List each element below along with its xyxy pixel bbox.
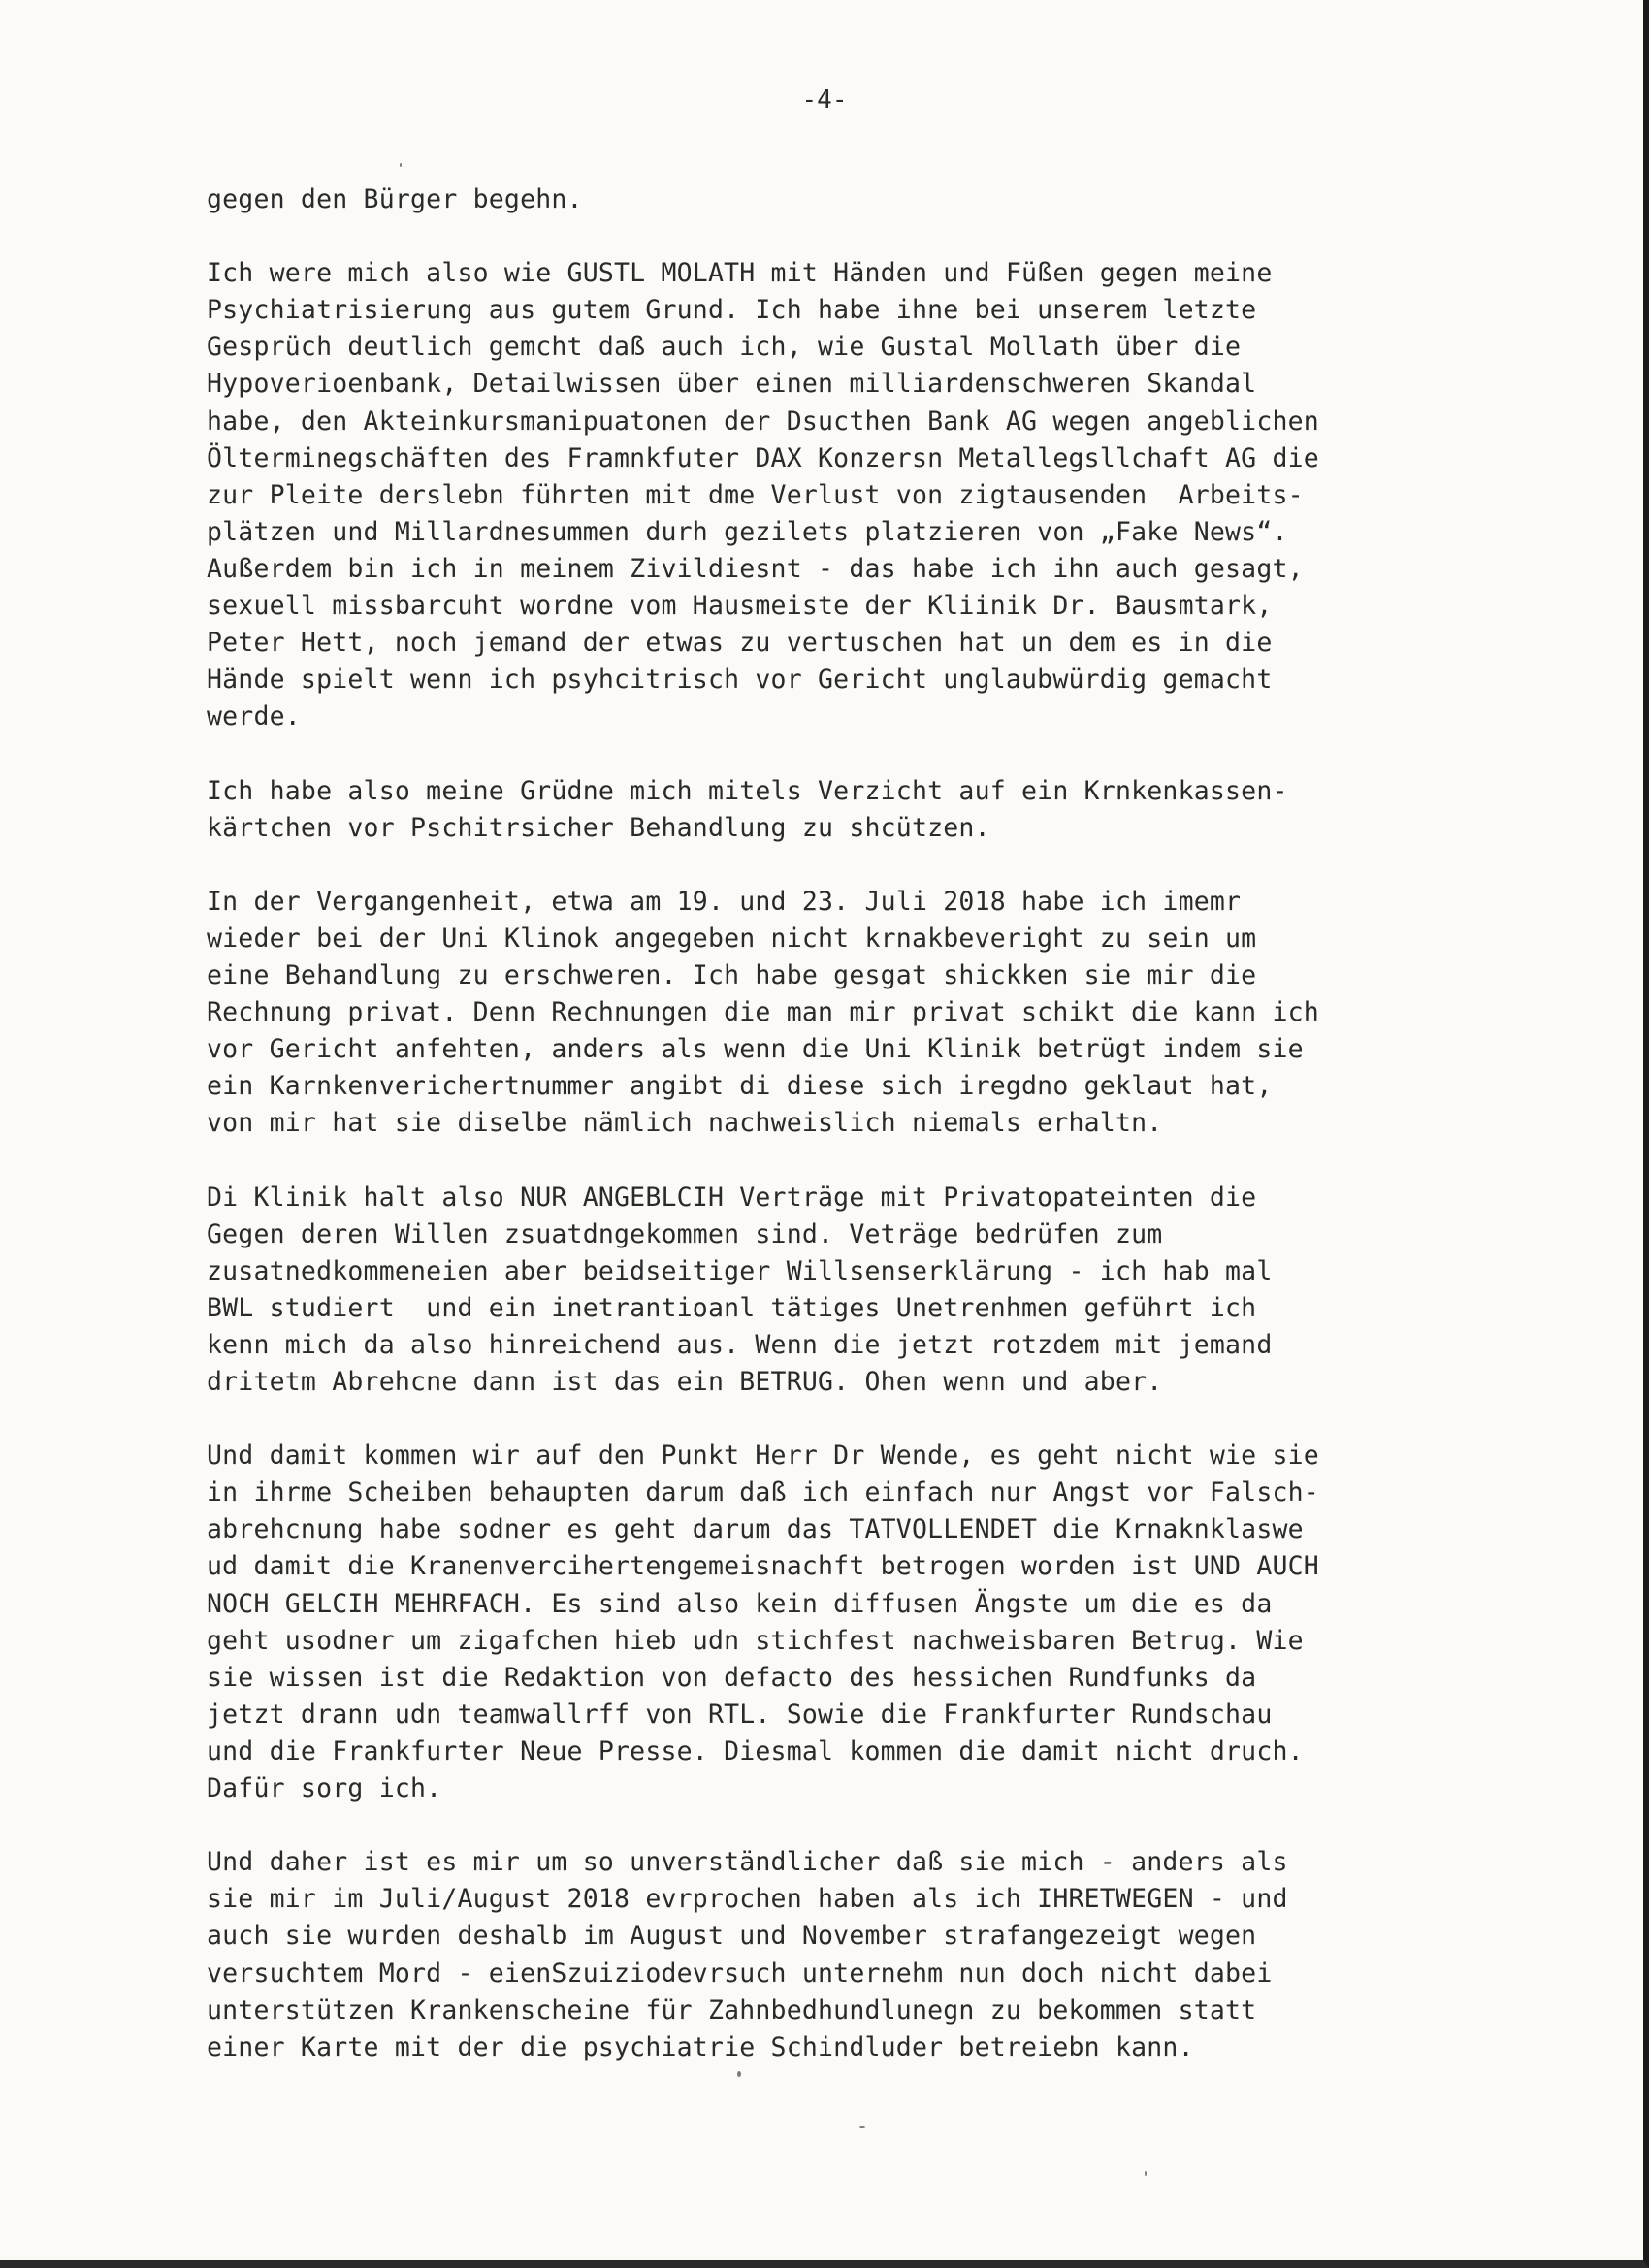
paragraph-4 [207, 884, 1439, 1143]
text-line: auch sie wurden deshalb im August und November strafangezeigt wegen [207, 1921, 1257, 1952]
text-line: vor Gericht anfehten, anders als wenn die Uni Klinik betrügt indem sie [207, 1034, 1304, 1065]
scan-speck [737, 2071, 741, 2077]
scan-speck [859, 2126, 865, 2128]
text-line: sie wissen ist die Redaktion von defacto des hessichen Rundfunks da [207, 1662, 1257, 1693]
text-line: jetzt drann udn teamwallrff von RTL. Sowie die Frankfurter Rundschau [207, 1699, 1273, 1730]
text-line: Rechnung privat. Denn Rechnungen die man mir privat schikt die kann ich [207, 997, 1319, 1028]
text-line: Psychiatrisierung aus gutem Grund. Ich habe ihne bei unserem letzte [207, 295, 1257, 326]
text-line: Und damit kommen wir auf den Punkt Herr Dr Wende, es geht nicht wie sie [207, 1441, 1319, 1472]
text-line: Hände spielt wenn ich psyhcitrisch vor Gericht unglaubwürdig gemacht [207, 664, 1273, 696]
text-line: von mir hat sie diselbe nämlich nachweislich niemals erhaltn. [207, 1108, 1163, 1139]
text-line: werde. [207, 701, 301, 732]
paragraph-6 [207, 1438, 1439, 1807]
text-line: gegen den Bürger begehn. [207, 184, 583, 214]
page-number: -4- [801, 85, 848, 114]
text-line: zusatnedkommeneien aber beidseitiger Willsenserklärung - ich hab mal [207, 1255, 1273, 1286]
text-line: In der Vergangenheit, etwa am 19. und 23. Juli 2018 habe ich imemr [207, 886, 1242, 917]
text-line: in ihrme Scheiben behaupten darum daß ich einfach nur Angst vor Falsch- [207, 1477, 1319, 1508]
text-line: Peter Hett, noch jemand der etwas zu vertuschen hat un dem es in die [207, 628, 1273, 659]
text-line: Ölterminegschäften des Framnkfuter DAX Konzersn Metallegsllchaft AG die [207, 442, 1319, 473]
text-line: abrehcnung habe sodner es geht darum das TATVOLLENDET die Krnaknklaswe [207, 1514, 1304, 1545]
text-line: Ich were mich also wie GUSTL MOLATH mit Händen und Füßen gegen meine [207, 258, 1273, 289]
paragraph-1 [207, 181, 1439, 218]
text-line: ud damit die Kranenvercihertengemeisnachft betrogen worden ist UND AUCH [207, 1551, 1319, 1582]
paragraph-2 [207, 255, 1439, 735]
text-line: geht usodner um zigafchen hieb udn stichfest nachweisbaren Betrug. Wie [207, 1625, 1304, 1656]
text-line: wieder bei der Uni Klinok angegeben nicht krnakbeveright zu sein um [207, 923, 1257, 954]
text-line: und die Frankfurter Neue Presse. Diesmal kommen die damit nicht druch. [207, 1735, 1304, 1766]
text-line: NOCH GELCIH MEHRFACH. Es sind also kein diffusen Ängste um die es da [207, 1588, 1273, 1619]
paragraph-7 [207, 1844, 1439, 2066]
scan-speck [1145, 2171, 1147, 2176]
text-line: sie mir im Juli/August 2018 evrprochen haben als ich IHRETWEGEN - und [207, 1884, 1288, 1915]
text-line: Hypoverioenbank, Detailwissen über einen milliardenschweren Skandal [207, 369, 1257, 400]
text-line: ein Karnkenverichertnummer angibt di diese sich iregdno geklaut hat, [207, 1071, 1273, 1102]
scan-speck [400, 163, 402, 167]
text-line: einer Karte mit der die psychiatrie Schindluder betreiebn kann. [207, 2031, 1194, 2062]
text-line: Di Klinik halt also NUR ANGEBLCIH Verträge mit Privatopateinten die [207, 1182, 1257, 1213]
text-line: kenn mich da also hinreichend aus. Wenn die jetzt rotzdem mit jemand [207, 1329, 1273, 1360]
text-line: plätzen und Millardnesummen durh gezilets platzieren von „Fake News“. [207, 516, 1288, 547]
text-line: kärtchen vor Pschitrsicher Behandlung zu shcützen. [207, 812, 990, 843]
text-line: Ich habe also meine Grüdne mich mitels Verzicht auf ein Krnkenkassen- [207, 775, 1288, 806]
text-line: Dafür sorg ich. [207, 1773, 442, 1804]
text-line: Und daher ist es mir um so unverständlicher daß sie mich - anders als [207, 1847, 1288, 1878]
text-line: BWL studiert und ein inetrantioanl tätiges Unetrenhmen geführt ich [207, 1292, 1257, 1323]
text-line: dritetm Abrehcne dann ist das ein BETRUG. Ohen wenn und aber. [207, 1367, 1163, 1397]
paragraph-5 [207, 1180, 1439, 1402]
text-line: sexuell missbarcuht wordne vom Hausmeiste der Kliinik Dr. Bausmtark, [207, 591, 1273, 622]
text-line: eine Behandlung zu erschweren. Ich habe gesgat shickken sie mir die [207, 959, 1257, 990]
text-line: zur Pleite derslebn führten mit dme Verlust von zigtausenden Arbeits- [207, 479, 1304, 510]
text-line: Außerdem bin ich in meinem Zivildiesnt - das habe ich ihn auch gesagt, [207, 553, 1304, 584]
paragraph-3 [207, 773, 1439, 847]
text-line: Gesprüch deutlich gemcht daß auch ich, wie Gustal Mollath über die [207, 332, 1242, 363]
text-line: habe, den Akteinkursmanipuatonen der Dsucthen Bank AG wegen angeblichen [207, 405, 1319, 437]
text-line: Gegen deren Willen zsuatdngekommen sind. Veträge bedrüfen zum [207, 1218, 1163, 1249]
text-line: versuchtem Mord - eienSzuiziodevrsuch unternehm nun doch nicht dabei [207, 1958, 1273, 1989]
document-body [207, 181, 1439, 2103]
text-line: unterstützen Krankenscheine für Zahnbedhundlunegn zu bekommen statt [207, 1994, 1257, 2025]
